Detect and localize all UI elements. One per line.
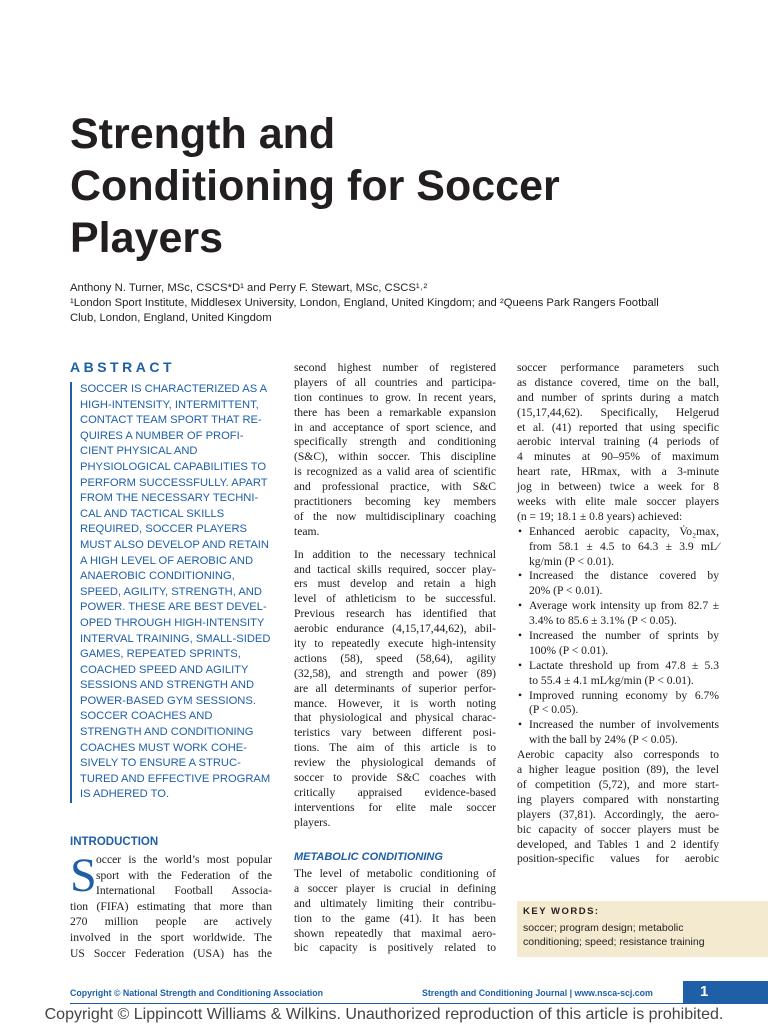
text-line: ers must develop and retain a high (294, 577, 496, 591)
text-line: tion continues to grow. In recent years, (294, 390, 496, 404)
text-line: In addition to the necessary technical (294, 547, 496, 561)
bullet-icon: • (518, 688, 523, 702)
bullet-line: Increased the number of sprints by (529, 629, 719, 643)
bullet-line: Average work intensity up from 82.7 ± (529, 599, 719, 613)
text-line: (32,58), and strength and power (89) (294, 666, 496, 680)
text-line: developed, and Tables 1 and 2 identify (517, 837, 719, 851)
bullet-icon: • (518, 569, 523, 583)
text-line: second highest number of registered (294, 361, 496, 374)
abstract-line: SIVELY TO ENSURE A STRUC- (80, 757, 241, 770)
text-line: 4 minutes at 90–95% of maximum (517, 450, 719, 464)
bullet-line: kg/min (P < 0.01). (529, 554, 615, 568)
intro-line: International Football Associa- (96, 884, 272, 898)
column-2-text (294, 361, 496, 831)
results-bullet (517, 718, 719, 748)
bullet-icon: • (518, 629, 523, 643)
results-bullet (517, 629, 719, 659)
abstract-line: SOCCER COACHES AND (80, 710, 213, 723)
introduction-text (70, 849, 272, 961)
footer-journal-link[interactable]: Strength and Conditioning Journal | www.nsca-scj.com (422, 988, 653, 998)
results-bullet (517, 659, 719, 689)
text-line: tion to the game (41). It has been (294, 911, 496, 925)
text-line: specifically strength and conditioning (294, 435, 496, 449)
text-line: of the now multidisciplinary coaching (294, 509, 496, 523)
text-line: jog in between) twice a week for 8 (517, 480, 719, 494)
text-line: of competition (5,72), and more start- (517, 777, 719, 791)
abstract-text (70, 382, 280, 803)
text-line: players. (294, 815, 331, 829)
title-line: Strength and (70, 110, 336, 158)
abstract-line: MUST ALSO DEVELOP AND RETAIN (80, 538, 269, 551)
text-line: shown repeatedly that maximal aero- (294, 926, 496, 940)
intro-line: US Soccer Federation (USA) has the (70, 946, 272, 960)
copyright-banner: Copyright © Lippincott Williams & Wilkins. Unauthorized reproduction of this article is prohibited. (44, 1006, 724, 1023)
text-line: Aerobic capacity also corresponds to (517, 748, 719, 762)
abstract-line: CONTACT TEAM SPORT THAT RE- (80, 414, 262, 427)
intro-line: 270 million people are actively (70, 915, 272, 929)
abstract-line: PHYSIOLOGICAL CAPABILITIES TO (80, 460, 267, 473)
text-line: is recognized as a valid area of scientific (294, 465, 496, 479)
keywords-line: soccer; program design; metabolic (523, 922, 684, 934)
text-line: in and acceptance of sport science, and (294, 420, 496, 434)
abstract-line: GAMES, REPEATED SPRINTS, (80, 648, 241, 661)
text-line: and tactical skills required, soccer play- (294, 562, 496, 576)
bullet-line: 20% (P < 0.01). (529, 584, 603, 598)
abstract-line: POWER. THESE ARE BEST DEVEL- (80, 601, 267, 614)
abstract-line: CAL AND TACTICAL SKILLS (80, 507, 225, 520)
article-title (70, 108, 710, 264)
text-line: that physiological and physical charac- (294, 711, 496, 725)
abstract-line: IS ADHERED TO. (80, 788, 170, 801)
metabolic-conditioning-heading: METABOLIC CONDITIONING (294, 851, 443, 863)
bullet-line: Increased the number of involvements (529, 718, 719, 732)
intro-line: occer is the world’s most popular (96, 853, 272, 866)
keywords-list (523, 921, 723, 949)
text-line: (S&C), within soccer. This discipline (294, 450, 496, 464)
intro-line: tion (FIFA) estimating that more than (70, 899, 272, 913)
keywords-heading: KEY WORDS: (523, 906, 600, 917)
text-line: and professional practice, with S&C (294, 480, 496, 494)
footer-copyright: Copyright © National Strength and Conditioning Association (70, 988, 323, 998)
abstract-line: SOCCER IS CHARACTERIZED AS A (80, 383, 268, 395)
author-affiliation: ¹London Sport Institute, Middlesex University, London, England, United Kingdom; and ²Queens Park Rangers Football (70, 297, 659, 309)
abstract-line: POWER-BASED GYM SESSIONS. (80, 694, 256, 707)
bullet-icon: • (518, 658, 523, 672)
text-line: a soccer player is crucial in defining (294, 881, 496, 895)
text-line: and ultimately limiting their contribu- (294, 896, 496, 910)
abstract-line: OPED THROUGH HIGH-INTENSITY (80, 616, 265, 629)
intro-line: involved in the sport worldwide. The (70, 930, 272, 944)
title-line: Players (70, 214, 224, 262)
bullet-icon: • (518, 524, 523, 538)
text-line: bic capacity of soccer players must be (517, 822, 719, 836)
text-line: interventions for elite male soccer (294, 800, 496, 814)
author-names: Anthony N. Turner, MSc, CSCS*D¹ and Perry F. Stewart, MSc, CSCS¹˒² (70, 282, 428, 294)
bullet-line: to 55.4 ± 4.1 mL⁄kg/min (P < 0.01). (529, 673, 694, 687)
bullet-line: Lactate threshold up from 47.8 ± 5.3 (529, 658, 719, 672)
metabolic-conditioning-text (294, 867, 496, 956)
abstract-line: TURED AND EFFECTIVE PROGRAM (80, 772, 271, 785)
abstract-line: SPEED, AGILITY, STRENGTH, AND (80, 585, 262, 598)
abstract-line: CIENT PHYSICAL AND (80, 445, 198, 458)
text-line: aerobic interval training (4 periods of (517, 435, 719, 449)
abstract-line: FROM THE NECESSARY TECHNI- (80, 492, 259, 505)
text-line: soccer performance parameters such (517, 361, 719, 374)
abstract-line: PERFORM SUCCESSFULLY. APART (80, 476, 268, 489)
abstract-heading: ABSTRACT (70, 359, 175, 375)
abstract-line: REQUIRED, SOCCER PLAYERS (80, 523, 248, 536)
text-line: and number of sprints during a match (517, 390, 719, 404)
text-line: Previous research has identified that (294, 607, 496, 621)
text-line: tions. The aim of this article is to (294, 741, 496, 755)
text-line: teristics vary between different posi- (294, 726, 496, 740)
text-line: mance. However, it is worth noting (294, 696, 496, 710)
bullet-icon: • (518, 718, 523, 732)
abstract-line: COACHED SPEED AND AGILITY (80, 663, 249, 676)
page-number-box (683, 981, 768, 1004)
text-line: bic capacity is positively related to (294, 941, 496, 955)
text-line: ity to repeatedly execute high-intensity (294, 637, 496, 651)
text-line: there has been a remarkable expansion (294, 405, 496, 419)
text-line: actions (58), speed (58,64), agility (294, 651, 496, 665)
bullet-line: 3.4% to 85.6 ± 3.1% (P < 0.05). (529, 614, 677, 628)
text-line: heart rate, HRmax, with a 3-minute (517, 465, 719, 479)
intro-line: sport with the Federation of the (96, 868, 272, 882)
abstract-line: COACHES MUST WORK COHE- (80, 741, 247, 754)
text-line: a higher league position (89), the level (517, 763, 719, 777)
text-line: (15,17,44,62). Specifically, Helgerud (517, 405, 719, 419)
keywords-line: conditioning; speed; resistance training (523, 936, 705, 948)
results-bullet (517, 525, 719, 570)
bullet-line: Improved running economy by 6.7% (529, 688, 719, 702)
abstract-line: STRENGTH AND CONDITIONING (80, 726, 254, 739)
results-bullet (517, 599, 719, 629)
bullet-line: with the ball by 24% (P < 0.05). (529, 733, 678, 747)
text-line: critically appraised evidence-based (294, 785, 496, 799)
text-line: players (37,81). Accordingly, the aero- (517, 807, 719, 821)
author-block (70, 281, 710, 326)
abstract-line: SESSIONS AND STRENGTH AND (80, 679, 255, 692)
text-line: et al. (41) reported that using specific (517, 420, 719, 434)
column-3-text (517, 361, 719, 867)
text-line: weeks with elite male soccer players (517, 495, 719, 509)
results-bullet (517, 689, 719, 719)
bullet-line: (P < 0.05). (529, 703, 579, 717)
text-line: are all determinants of superior perfor- (294, 681, 496, 695)
bullet-line: from 58.1 ± 4.5 to 64.3 ± 3.9 mL⁄ (529, 539, 719, 553)
text-line: ing players compared with nonstarting (517, 792, 719, 806)
introduction-heading: INTRODUCTION (70, 836, 159, 848)
abstract-line: ANAEROBIC CONDITIONING, (80, 570, 235, 583)
abstract-line: A HIGH LEVEL OF AEROBIC AND (80, 554, 254, 567)
bullet-line: Increased the distance covered by (529, 569, 719, 583)
title-line: Conditioning for Soccer (70, 162, 560, 210)
abstract-line: INTERVAL TRAINING, SMALL-SIDED (80, 632, 271, 645)
text-line: team. (294, 524, 320, 538)
abstract-line: HIGH-INTENSITY, INTERMITTENT, (80, 398, 259, 411)
drop-cap: S (70, 849, 97, 902)
text-line: aerobic endurance (4,15,17,44,62), abil- (294, 622, 496, 636)
bullet-line: 100% (P < 0.01). (529, 643, 609, 657)
abstract-line: QUIRES A NUMBER OF PROFI- (80, 429, 244, 442)
text-line: as distance covered, time on the ball, (517, 375, 719, 389)
text-line: position-specific values for aerobic (517, 852, 719, 866)
text-line: (n = 19; 18.1 ± 0.8 years) achieved: (517, 509, 683, 523)
text-line: soccer to provide S&C coaches with (294, 771, 496, 785)
author-affiliation-cont: Club, London, England, United Kingdom (70, 312, 272, 324)
text-line: practitioners becoming key members (294, 495, 496, 509)
bullet-line: Enhanced aerobic capacity, V̇o₂max, (529, 524, 719, 538)
text-line: players of all countries and participa- (294, 375, 496, 389)
text-line: level of athleticism to be successful. (294, 592, 496, 606)
bullet-icon: • (518, 599, 523, 613)
results-bullet (517, 569, 719, 599)
text-line: review the physiological demands of (294, 756, 496, 770)
text-line: The level of metabolic conditioning of (294, 867, 496, 880)
page-number: 1 (700, 983, 709, 1000)
